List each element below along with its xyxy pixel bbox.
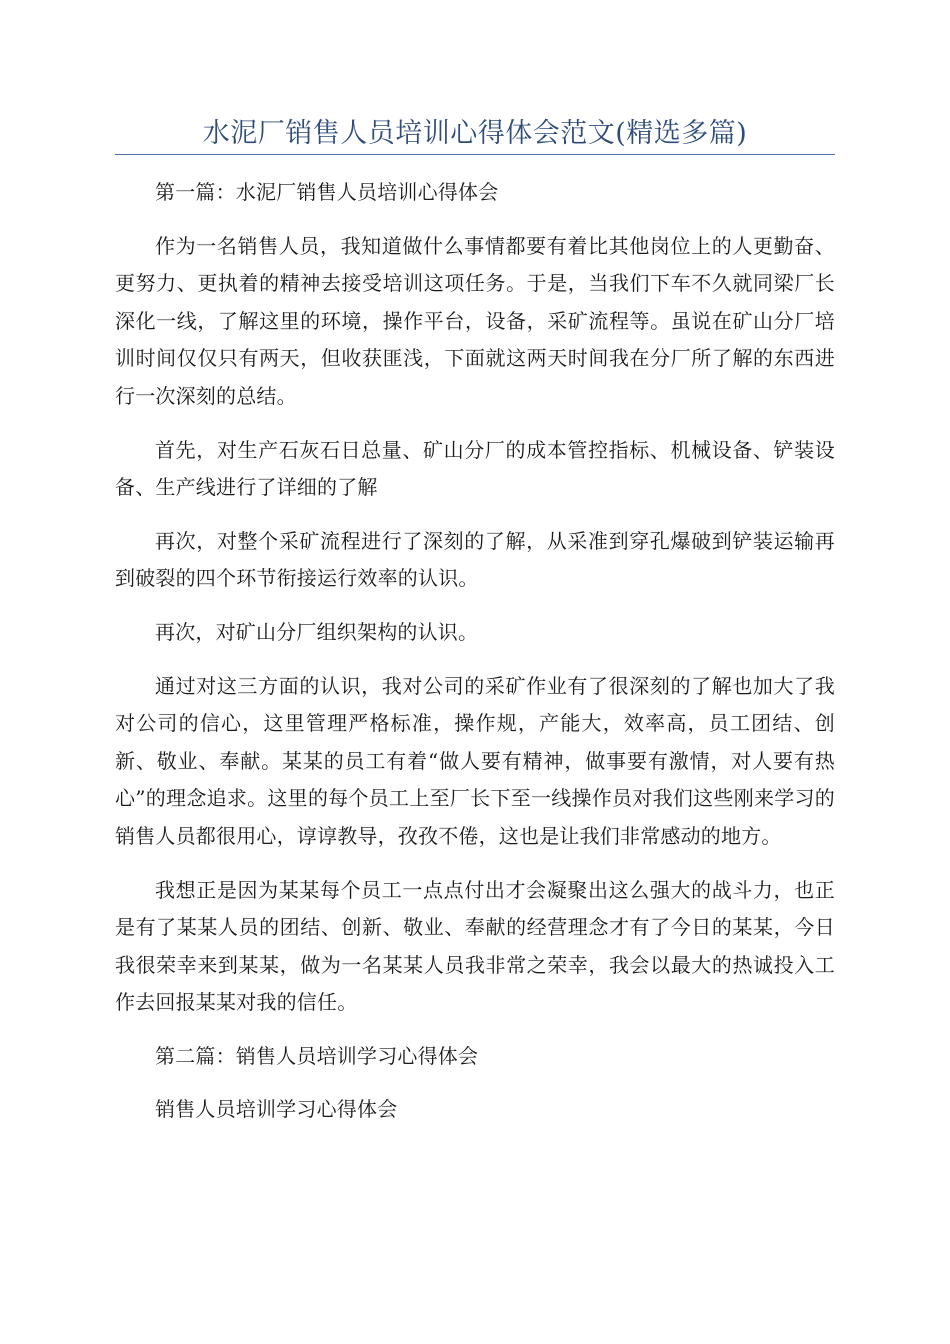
- document-title: 水泥厂销售人员培训心得体会范文(精选多篇): [202, 118, 748, 149]
- paragraph: 作为一名销售人员，我知道做什么事情都要有着比其他岗位上的人更勤奋、更努力、更执着的精神去接受培训这项任务。于是，当我们下车不久就同梁厂长深化一线，了解这里的环境，操作平台，设备，采矿流程等。虽说在矿山分厂培训时间仅仅只有两天，但收获匪浅，下面就这两天时间我在分厂所了解的东西进行一次深刻的总结。: [115, 233, 835, 408]
- section-heading-1: 第一篇：水泥厂销售人员培训心得体会: [155, 180, 499, 204]
- section-heading-2: 第二篇：销售人员培训学习心得体会: [155, 1043, 479, 1068]
- paragraph: 首先，对生产石灰石日总量、矿山分厂的成本管控指标、机械设备、铲装设备、生产线进行了详细的了解: [115, 437, 835, 500]
- subheading: 销售人员培训学习心得体会: [155, 1097, 398, 1122]
- paragraph: 再次，对矿山分厂组织架构的认识。: [155, 619, 479, 644]
- paragraph: 再次，对整个采矿流程进行了深刻的了解，从采准到穿孔爆破到铲装运输再到破裂的四个环节衔接运行效率的认识。: [115, 528, 835, 591]
- document-body: [115, 174, 835, 1145]
- title-underline: [115, 154, 835, 155]
- paragraph: 我想正是因为某某每个员工一点点付出才会凝聚出这么强大的战斗力，也正是有了某某人员的团结、创新、敬业、奉献的经营理念才有了今日的某某，今日我很荣幸来到某某，做为一名某某人员我非常之荣幸，我会以最大的热诚投入工作去回报某某对我的信任。: [115, 877, 835, 1015]
- paragraph: 通过对这三方面的认识，我对公司的采矿作业有了很深刻的了解也加大了我对公司的信心，这里管理严格标准，操作规，产能大，效率高，员工团结、创新、敬业、奉献。某某的员工有着“做人要有精神，做事要有激情，对人要有热心”的理念追求。这里的每个员工上至厂长下至一线操作员对我们这些刚来学习的销售人员都很用心，谆谆教导，孜孜不倦，这也是让我们非常感动的地方。: [115, 673, 835, 848]
